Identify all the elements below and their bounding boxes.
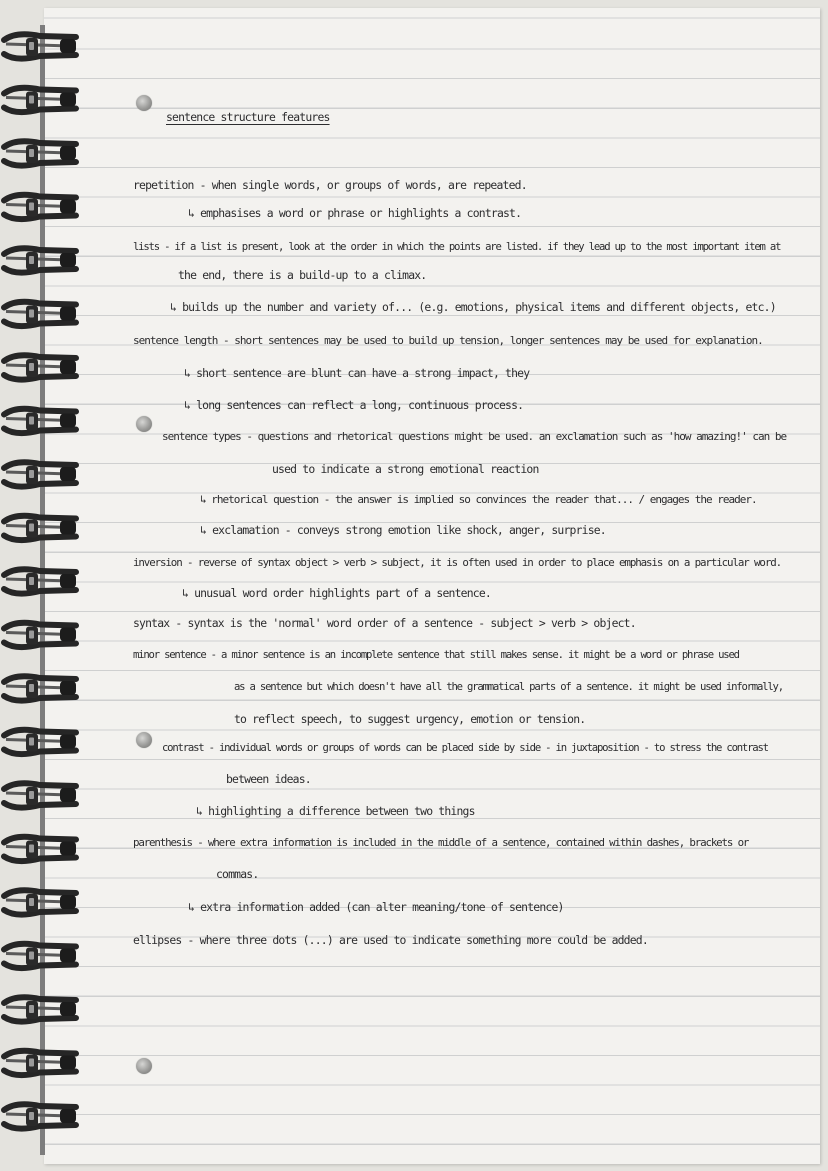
spiral-coil — [4, 141, 76, 165]
spiral-coil — [4, 355, 76, 379]
bullet-dot — [136, 416, 152, 432]
spiral-coil — [4, 248, 76, 272]
note-line: ↳ extra information added (can alter meaning/tone of sentence) — [188, 900, 564, 914]
note-line: ↳ rhetorical question - the answer is implied so convinces the reader that... / engages the reader. — [200, 493, 757, 506]
bullet-dot — [136, 95, 152, 111]
spiral-coil — [4, 34, 76, 58]
spiral-coil — [4, 195, 76, 219]
spiral-coil — [4, 1051, 76, 1075]
note-line: repetition - when single words, or groups of words, are repeated. — [133, 178, 527, 192]
note-line: parenthesis - where extra information is included in the middle of a sentence, contained within dashes, brackets or — [133, 836, 749, 849]
note-line: sentence length - short sentences may be used to build up tension, longer sentences may be used for explanation. — [133, 334, 763, 347]
note-line: the end, there is a build-up to a climax. — [178, 268, 427, 282]
spiral-coil — [4, 997, 76, 1021]
note-line: ellipses - where three dots (...) are used to indicate something more could be added. — [133, 933, 648, 947]
spiral-coil — [4, 783, 76, 807]
note-line: ↳ builds up the number and variety of... (e.g. emotions, physical items and different objects, etc.) — [170, 300, 776, 314]
spiral-coil — [4, 890, 76, 914]
note-line: contrast - individual words or groups of words can be placed side by side - in juxtaposition - to stress the contrast — [162, 742, 768, 754]
note-line: ↳ unusual word order highlights part of a sentence. — [182, 586, 491, 600]
note-line: ↳ emphasises a word or phrase or highlights a contrast. — [188, 206, 522, 220]
spiral-coil — [4, 676, 76, 700]
spiral-coil — [4, 302, 76, 326]
spiral-coil — [4, 1104, 76, 1128]
spiral-binding — [0, 0, 100, 1171]
spiral-coil — [4, 569, 76, 593]
spiral-coil — [4, 462, 76, 486]
note-line: used to indicate a strong emotional reaction — [272, 462, 539, 476]
note-line: lists - if a list is present, look at the order in which the points are listed. if they lead up to the most important item at — [133, 241, 781, 253]
note-line: sentence types - questions and rhetorical questions might be used. an exclamation such as 'how amazing!' can be — [162, 430, 787, 443]
note-line: to reflect speech, to suggest urgency, emotion or tension. — [234, 712, 586, 726]
spiral-coil — [4, 409, 76, 433]
page-heading: sentence structure features — [166, 110, 330, 124]
spiral-coil — [4, 88, 76, 112]
note-line: ↳ short sentence are blunt can have a strong impact, they — [184, 366, 530, 380]
spiral-coil — [4, 944, 76, 968]
note-line: inversion - reverse of syntax object > verb > subject, it is often used in order to place emphasis on a particular word. — [133, 556, 782, 569]
note-line: as a sentence but which doesn't have all the grammatical parts of a sentence. it might be used informally, — [234, 681, 783, 693]
spiral-coil — [4, 730, 76, 754]
note-line: ↳ exclamation - conveys strong emotion like shock, anger, surprise. — [200, 523, 606, 537]
note-line: ↳ long sentences can reflect a long, continuous process. — [184, 398, 524, 412]
spiral-coil — [4, 516, 76, 540]
note-line: minor sentence - a minor sentence is an incomplete sentence that still makes sense. it might be a word or phrase used — [133, 649, 739, 661]
note-line: commas. — [216, 867, 259, 881]
bullet-dot — [136, 1058, 152, 1074]
bullet-dot — [136, 732, 152, 748]
spiral-coil — [4, 837, 76, 861]
spiral-coil — [4, 623, 76, 647]
note-line: syntax - syntax is the 'normal' word order of a sentence - subject > verb > object. — [133, 616, 636, 630]
note-line: ↳ highlighting a difference between two things — [196, 804, 475, 818]
note-line: between ideas. — [226, 772, 311, 786]
